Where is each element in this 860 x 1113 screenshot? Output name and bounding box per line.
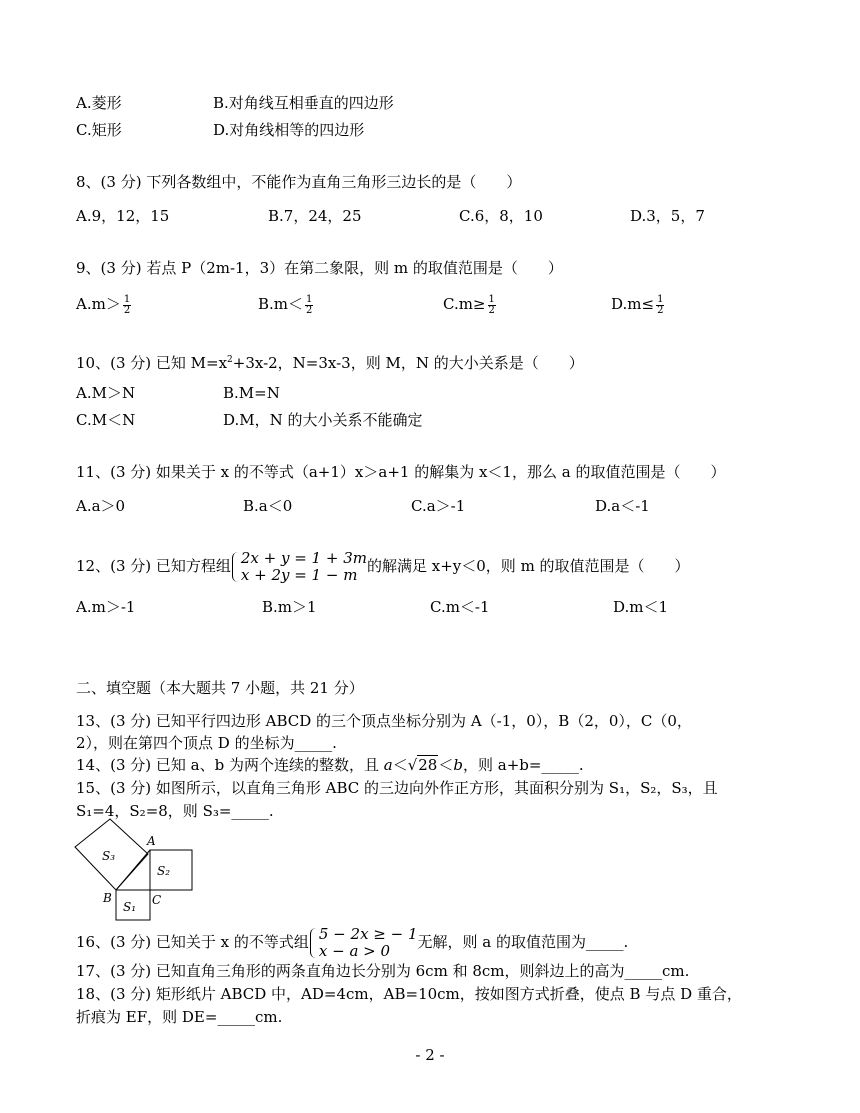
q11-stem: 11、(3 分) 如果关于 x 的不等式（a+1）x＞a+1 的解集为 x＜1，那么 a 的取值范围是（ ）: [76, 463, 726, 481]
q10-option-a: A.M＞N: [76, 384, 136, 402]
q11-option-d: D.a＜-1: [595, 497, 650, 515]
label-c: C: [152, 893, 162, 907]
q9-option-a: A.m＞ $\frac{1}{2}$: [76, 293, 131, 316]
q10-stem: 10、(3 分) 已知 $M=x^2+3x-2$，N=3x-3，则 M，N 的大小关系是（ ）: [76, 354, 584, 372]
label-b: B: [103, 891, 112, 905]
fraction-one-half: $\frac{1}{2}$: [488, 293, 495, 316]
fraction-one-half: $\frac{1}{2}$: [123, 293, 131, 316]
fraction-one-half: $\frac{1}{2}$: [657, 293, 664, 316]
q7-option-d: D.对角线相等的四边形: [213, 121, 365, 139]
sqrt-value: 28: [418, 756, 438, 774]
q8-option-a: A.9，12，15: [76, 207, 170, 225]
q9-stem: 9、(3 分) 若点 P（2m-1，3）在第二象限，则 m 的取值范围是（ ）: [76, 259, 563, 277]
equation-system: 2x + y = 1 + 3m x + 2y = 1 − m: [231, 550, 367, 584]
q12-stem: 12、(3 分) 已知方程组 2x + y = 1 + 3m x + 2y = 1 − m 的解满足 x+y＜0，则 m 的取值范围是（ ）: [76, 549, 690, 584]
q8-option-b: B.7，24，25: [268, 207, 362, 225]
q17-text: 17、(3 分) 已知直角三角形的两条直角边长分别为 6cm 和 8cm，则斜边上的高为_____cm.: [76, 962, 690, 980]
q15-line2: S₁=4，S₂=8，则 S₃=_____.: [76, 802, 274, 820]
label-s3: S₃: [102, 849, 116, 863]
q12-option-a: A.m＞-1: [76, 598, 136, 616]
q13-line1: 13、(3 分) 已知平行四边形 ABCD 的三个顶点坐标分别为 A（-1，0），B（2，0），C（0，: [76, 712, 692, 730]
q18-line1: 18、(3 分) 矩形纸片 ABCD 中，AD=4cm，AB=10cm，按如图方式折叠，使点 B 与点 D 重合，: [76, 985, 742, 1003]
q10-option-b: B.M=N: [223, 384, 280, 402]
q12-option-d: D.m＜1: [613, 598, 669, 616]
q9-option-b: B.m＜ $\frac{1}{2}$: [258, 293, 313, 316]
section-heading: 二、填空题（本大题共 7 小题，共 21 分）: [76, 679, 364, 697]
q7-option-c: C.矩形: [76, 121, 122, 139]
q15-figure: [70, 814, 195, 924]
q18-line2: 折痕为 EF，则 DE=_____cm.: [76, 1008, 283, 1026]
q12-option-b: B.m＞1: [262, 598, 317, 616]
fraction-one-half: $\frac{1}{2}$: [306, 293, 313, 316]
q8-stem: 8、(3 分) 下列各数组中，不能作为直角三角形三边长的是（ ）: [76, 173, 522, 191]
q15-line1: 15、(3 分) 如图所示，以直角三角形 ABC 的三边向外作正方形，其面积分别为 S₁，S₂，S₃，且: [76, 779, 718, 797]
q16-text: 16、(3 分) 已知关于 x 的不等式组 5 − 2x ≥ − 1 x − a > 0 无解，则 a 的取值范围为_____.: [76, 925, 629, 960]
q11-option-a: A.a＞0: [76, 497, 126, 515]
q10-option-c: C.M＜N: [76, 411, 136, 429]
q13-line2: 2），则在第四个顶点 D 的坐标为_____.: [76, 734, 337, 752]
hypotenuse: [116, 850, 150, 890]
q12-option-c: C.m＜-1: [430, 598, 490, 616]
q8-option-c: C.6，8，10: [459, 207, 543, 225]
page-number: - 2 -: [415, 1046, 445, 1064]
q10-option-d: D.M，N 的大小关系不能确定: [223, 411, 423, 429]
q14-text: 14、(3 分) 已知 a、b 为两个连续的整数，且 a＜√28＜b，则 a+b=_____.: [76, 756, 584, 774]
q11-option-b: B.a＜0: [243, 497, 293, 515]
q11-option-c: C.a＞-1: [411, 497, 466, 515]
q9-option-c: C.m≥ $\frac{1}{2}$: [443, 293, 495, 316]
q8-option-d: D.3，5，7: [630, 207, 705, 225]
q7-option-b: B.对角线互相垂直的四边形: [213, 94, 394, 112]
q9-option-d: D.m≤ $\frac{1}{2}$: [611, 293, 664, 316]
q7-option-a: A.菱形: [76, 94, 122, 112]
label-s2: S₂: [157, 864, 171, 878]
label-a: A: [147, 834, 156, 848]
label-s1: S₁: [123, 900, 137, 914]
inequality-system: 5 − 2x ≥ − 1 x − a > 0: [309, 926, 418, 960]
